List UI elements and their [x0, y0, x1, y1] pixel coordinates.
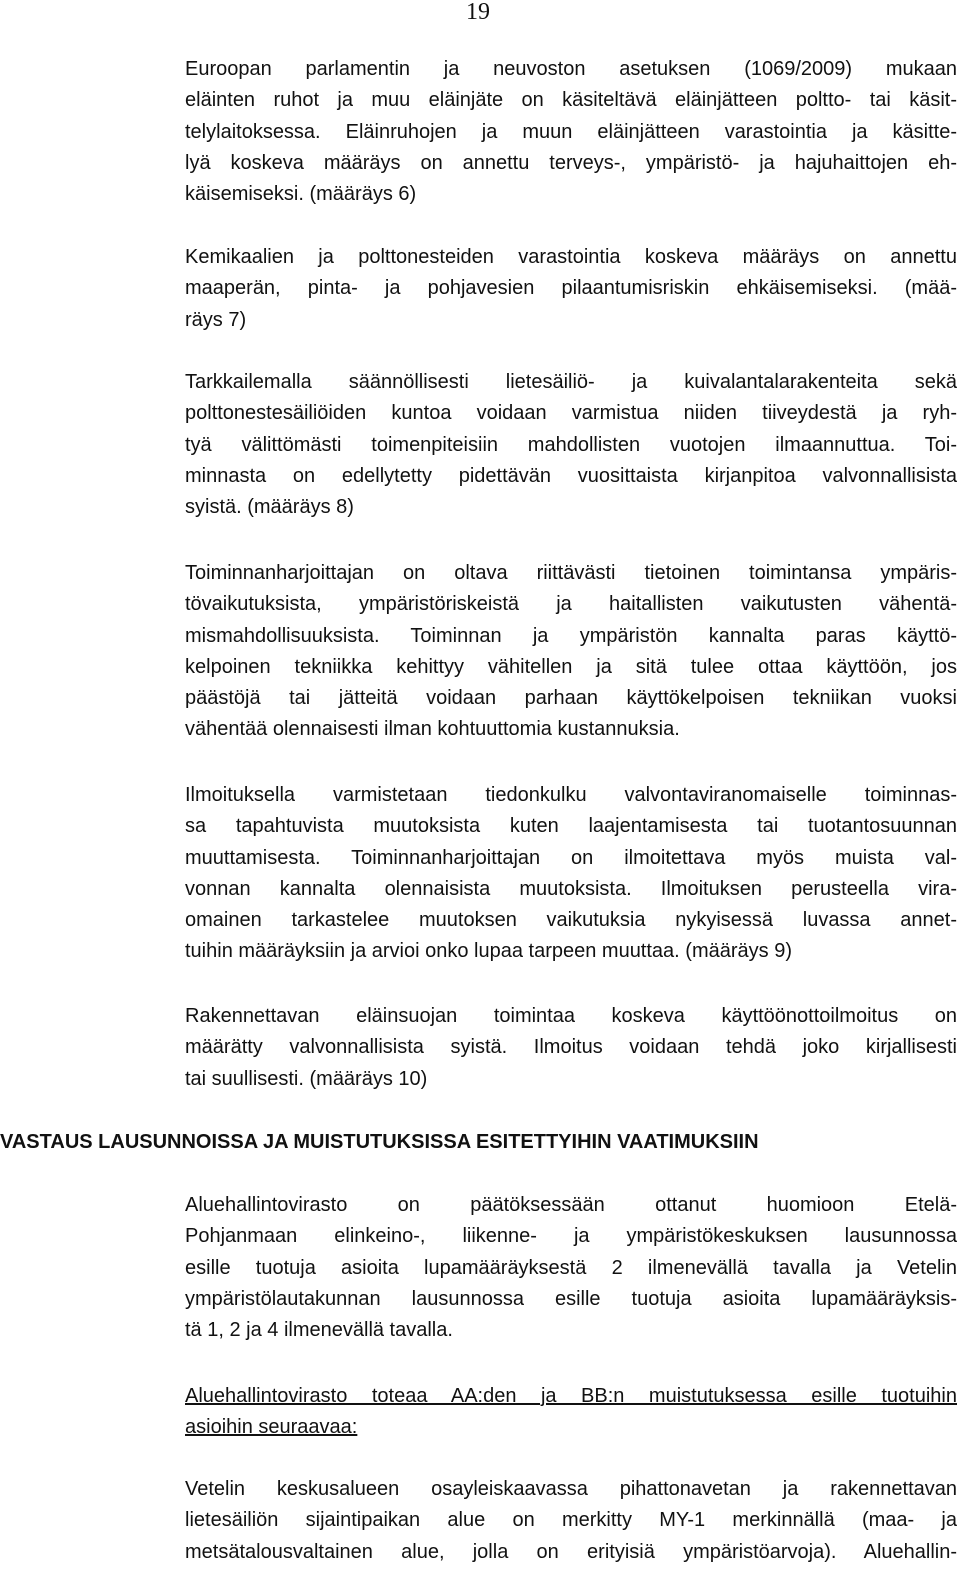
text-line: eläinten ruhot ja muu eläinjäte on käsiteltävä eläinjätteen poltto- tai käsit-	[185, 89, 957, 112]
text-line: vähentää olennaisesti ilman kohtuuttomia kustannuksia.	[185, 718, 680, 741]
text-line: muuttamisesta. Toiminnanharjoittajan on ilmoitettava myös muista val-	[185, 846, 957, 869]
text-line: Euroopan parlamentin ja neuvoston asetuksen (1069/2009) mukaan	[185, 58, 957, 80]
text-line: Ilmoituksella varmistetaan tiedonkulku valvontaviranomaiselle toiminnas-	[185, 784, 957, 806]
text-line: maaperän, pinta- ja pohjavesien pilaantumisriskin ehkäisemiseksi. (mää-	[185, 277, 957, 300]
section-heading: VASTAUS LAUSUNNOISSA JA MUISTUTUKSISSA ESITETTYIHIN VAATIMUKSIIN	[0, 1131, 759, 1153]
text-line: ympäristölautakunnan lausunnossa esille tuotuja asioita lupamääräyksis-	[185, 1287, 957, 1310]
text-line: asioihin seuraavaa:	[185, 1416, 358, 1439]
text-line: tövaikutuksista, ympäristöriskeistä ja haitallisten vaikutusten vähentä-	[185, 593, 957, 616]
paragraph-tank-monitoring	[185, 367, 957, 523]
paragraph-carcass-disposal	[185, 54, 957, 210]
text-line: Pohjanmaan elinkeino-, liikenne- ja ympäristökeskuksen lausunnossa	[185, 1225, 957, 1248]
text-line: Aluehallintovirasto on päätöksessään ottanut huomioon Etelä-	[185, 1194, 957, 1216]
text-line: tä 1, 2 ja 4 ilmenevällä tavalla.	[185, 1319, 453, 1342]
text-line: käisemiseksi. (määräys 6)	[185, 183, 417, 206]
text-line: Tarkkailemalla säännöllisesti lietesäiliö- ja kuivalantalarakenteita sekä	[185, 371, 957, 393]
text-line: räys 7)	[185, 308, 247, 331]
text-line: polttonestesäiliöiden kuntoa voidaan varmistua niiden tiiveydestä ja ryh-	[185, 402, 957, 425]
paragraph-operator-awareness	[185, 558, 957, 746]
text-line: metsätalousvaltainen alue, jolla on erityisiä ympäristöarvoja). Aluehallin-	[185, 1540, 957, 1563]
text-line: Aluehallintovirasto toteaa AA:den ja BB:n muistutuksessa esille tuotuihin	[185, 1385, 957, 1407]
text-line: sa tapahtuvista muutoksista kuten laajentamisesta tai tuotantosuunnan	[185, 815, 957, 838]
text-line: kelpoinen tekniikka kehittyy vähitellen ja sitä tulee ottaa käyttöön, jos	[185, 655, 957, 678]
text-line: tyä välittömästi toimenpiteisiin mahdollisten vuotojen ilmaannuttua. Toi-	[185, 433, 957, 456]
page-number: 19	[466, 0, 490, 25]
text-line: tai suullisesti. (määräys 10)	[185, 1067, 428, 1090]
text-line: minnasta on edellytetty pidettävän vuosittaista kirjanpitoa valvonnallisista	[185, 464, 957, 487]
paragraph-chemical-storage	[185, 242, 957, 336]
text-line: mismahdollisuuksista. Toiminnan ja ympäristön kannalta paras käyttö-	[185, 624, 957, 647]
text-line: vonnan kannalta olennaisista muutoksista. Ilmoituksen perusteella vira-	[185, 877, 957, 900]
text-line: määrätty valvonnallisista syistä. Ilmoitus voidaan tehdä joko kirjallisesti	[185, 1036, 957, 1059]
text-line: Rakennettavan eläinsuojan toimintaa koskeva käyttöönottoilmoitus on	[185, 1005, 957, 1027]
paragraph-objection-reply-intro	[185, 1381, 957, 1444]
text-line: Toiminnanharjoittajan on oltava riittävästi tietoinen toimintansa ympäris-	[185, 562, 957, 584]
paragraph-notification	[185, 780, 957, 968]
paragraph-commissioning-notice	[185, 1001, 957, 1095]
text-line: syistä. (määräys 8)	[185, 496, 354, 519]
text-line: tuihin määräyksiin ja arvioi onko lupaa tarpeen muuttaa. (määräys 9)	[185, 940, 792, 963]
text-line: Kemikaalien ja polttonesteiden varastointia koskeva määräys on annettu	[185, 246, 957, 268]
text-line: lyä koskeva määräys on annettu terveys-, ympäristö- ja hajuhaittojen eh-	[185, 151, 957, 174]
text-line: omainen tarkastelee muutoksen vaikutuksia nykyisessä luvassa annet-	[185, 909, 957, 932]
paragraph-statements-considered	[185, 1190, 957, 1346]
text-line: Vetelin keskusalueen osayleiskaavassa pihattonavetan ja rakennettavan	[185, 1478, 957, 1500]
paragraph-zoning-plan	[185, 1474, 957, 1568]
text-line: esille tuotuja asioita lupamääräyksestä 2 ilmenevällä tavalla ja Vetelin	[185, 1256, 957, 1279]
text-line: päästöjä tai jätteitä voidaan parhaan käyttökelpoisen tekniikan vuoksi	[185, 687, 957, 710]
text-line: telylaitoksessa. Eläinruhojen ja muun eläinjätteen varastointia ja käsitte-	[185, 120, 957, 143]
text-line: lietesäiliön sijaintipaikan alue on merkitty MY-1 merkinnällä (maa- ja	[185, 1509, 957, 1532]
